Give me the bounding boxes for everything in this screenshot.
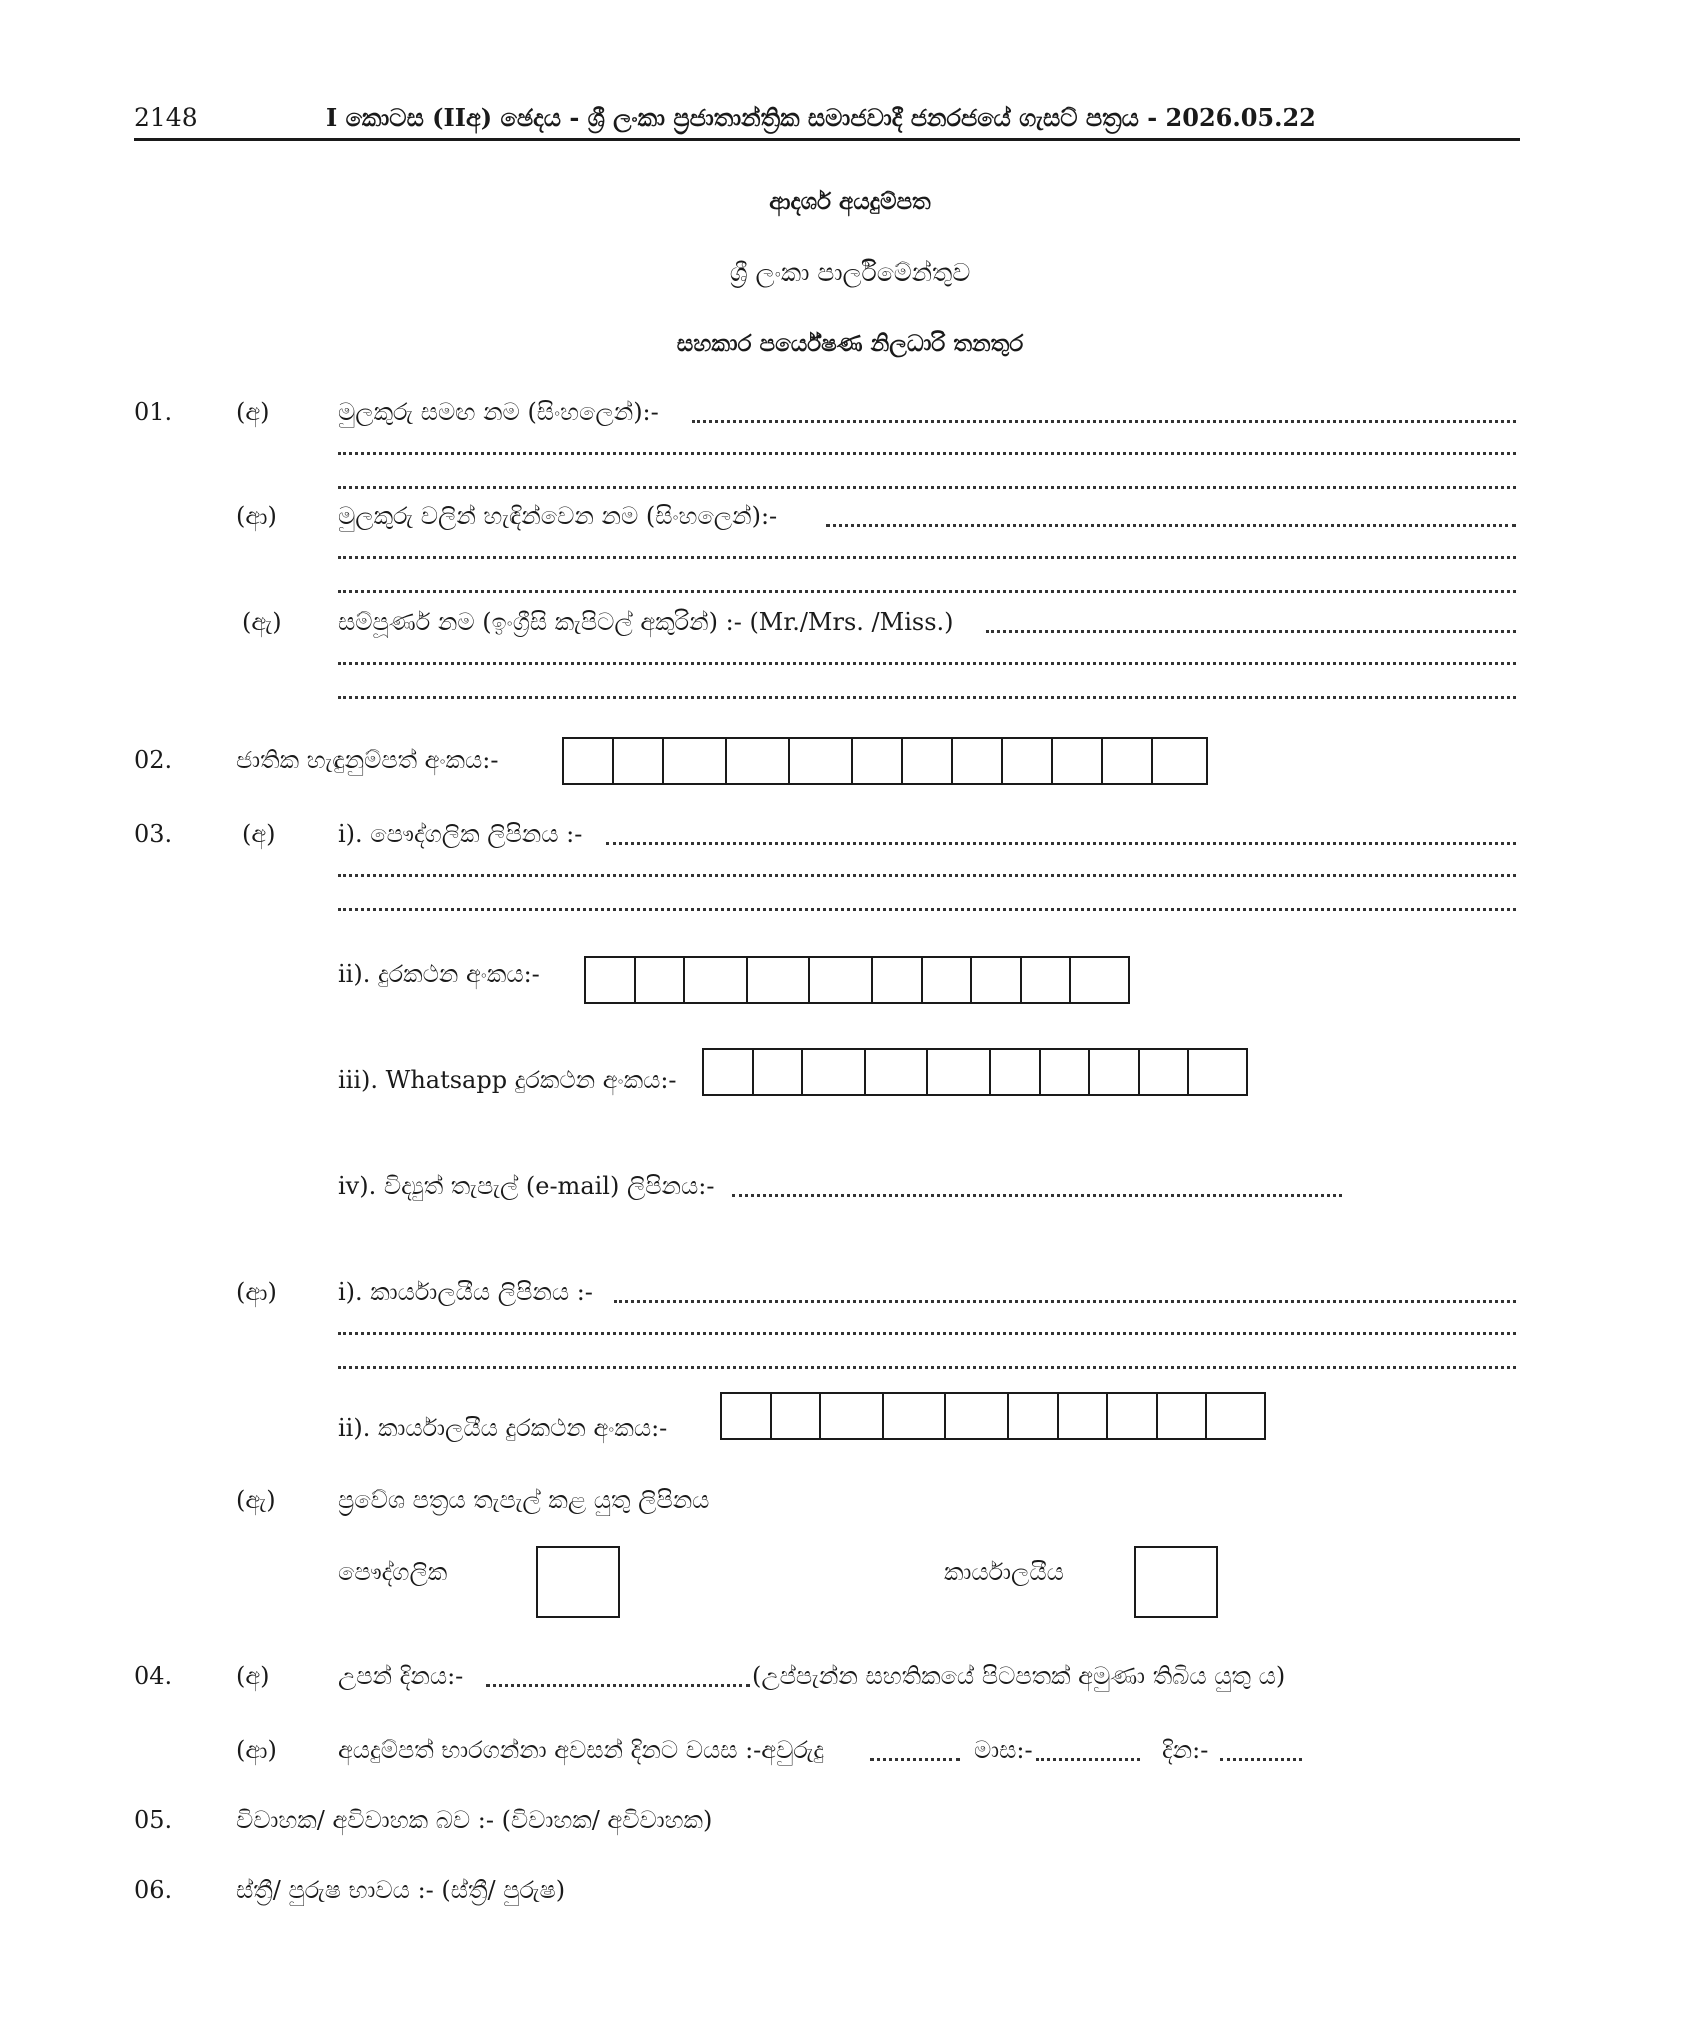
name-with-initials-label: මුලකුරු සමඟ නම (සිංහලෙන්):-	[338, 398, 659, 426]
age-days-label: දින:-	[1162, 1736, 1209, 1764]
personal-address-label: i). පෞද්ගලික ලිපිනය :-	[338, 820, 583, 848]
age-days-field[interactable]	[1220, 1758, 1302, 1761]
section-03-number: 03.	[134, 820, 173, 848]
office-address-field-line2[interactable]	[338, 1332, 1516, 1335]
section-03ae-mark: (ඇ)	[236, 1486, 276, 1514]
age-months-label: මාස:-	[974, 1736, 1033, 1764]
header-rule	[134, 138, 1520, 141]
page-number: 2148	[134, 103, 198, 132]
name-denoted-field[interactable]	[826, 524, 1516, 527]
full-name-field[interactable]	[986, 630, 1516, 633]
dob-note: (උප්පැන්න සහතිකයේ පිටපතක් අමුණා තිබිය යුතු ය)	[752, 1662, 1286, 1690]
name-denoted-field-line2[interactable]	[338, 556, 1516, 559]
personal-address-field-line2[interactable]	[338, 874, 1516, 877]
institution-name: ශ්‍රී ලංකා පාර්ලිමේන්තුව	[729, 258, 971, 287]
full-name-field-line2[interactable]	[338, 662, 1516, 665]
office-address-label: i). කාර්යාලයීය ලිපිනය :-	[338, 1278, 593, 1306]
marital-status-label: විවාහක/ අවිවාහක බව :- (විවාහක/ අවිවාහක)	[236, 1806, 713, 1834]
gender-label: ස්ත්‍රී/ පුරුෂ භාවය :- (ස්ත්‍රී/ පුරුෂ)	[236, 1876, 566, 1904]
form-title: ආදර්ශ අයදුම්පත	[769, 188, 931, 215]
option-office-checkbox[interactable]	[1134, 1546, 1218, 1618]
whatsapp-label: iii). Whatsapp දුරකථන අංකය:-	[338, 1066, 677, 1094]
personal-address-field[interactable]	[606, 842, 1516, 845]
post-title: සහකාර පර්යේෂණ නිලධාරි තනතුර	[676, 330, 1024, 357]
section-01aa-mark: (ආ)	[236, 502, 277, 530]
age-years-label: අයදුම්පත් භාරගන්නා අවසන් දිනට වයස :-අවුරුදු	[338, 1736, 825, 1764]
full-name-label: සම්පූර්ණ නම (ඉංග්‍රීසි කැපිටල් අකුරින්) :- (Mr./Mrs. /Miss.)	[338, 608, 954, 636]
name-with-initials-field-line3[interactable]	[338, 486, 1516, 489]
personal-address-field-line3[interactable]	[338, 908, 1516, 911]
section-03aa-mark: (ආ)	[236, 1278, 277, 1306]
name-with-initials-field-line2[interactable]	[338, 452, 1516, 455]
section-01ae-mark: (ඇ)	[242, 608, 282, 636]
section-01-number: 01.	[134, 398, 173, 426]
telephone-label: ii). දුරකථන අංකය:-	[338, 960, 540, 988]
office-telephone-number-boxes[interactable]	[720, 1392, 1266, 1440]
name-denoted-label: මුලකුරු වලින් හැඳින්වෙන නම (සිංහලෙන්):-	[338, 502, 778, 530]
section-03a-mark: (අ)	[242, 820, 276, 848]
name-denoted-field-line3[interactable]	[338, 590, 1516, 593]
section-04aa-mark: (ආ)	[236, 1736, 277, 1764]
option-office-label: කාර්යාලයීය	[944, 1558, 1064, 1586]
nic-number-boxes[interactable]	[562, 737, 1208, 785]
telephone-number-boxes[interactable]	[584, 956, 1130, 1004]
dob-label: උපන් දිනය:-	[338, 1662, 464, 1690]
full-name-field-line3[interactable]	[338, 696, 1516, 699]
option-personal-checkbox[interactable]	[536, 1546, 620, 1618]
section-02-number: 02.	[134, 746, 173, 774]
age-months-field[interactable]	[1036, 1758, 1140, 1761]
admission-address-label: ප්‍රවේශ පත්‍රය තැපැල් කළ යුතු ලිපිනය	[338, 1486, 710, 1514]
office-address-field[interactable]	[614, 1300, 1516, 1303]
nic-label: ජාතික හැඳුනුම්පත් අංකය:-	[236, 746, 499, 774]
age-years-field[interactable]	[870, 1758, 960, 1761]
email-label: iv). විද්‍යුත් තැපැල් (e-mail) ලිපිනය:-	[338, 1172, 715, 1200]
section-06-number: 06.	[134, 1876, 173, 1904]
gazette-header: I කොටස (IIඅ) ඡෙදය - ශ්‍රී ලංකා ප්‍රජාතාන්ත්‍රික සමාජවාදී ජනරජයේ ගැසට් පත්‍රය - 2026.05.22	[326, 103, 1316, 132]
option-personal-label: පෞද්ගලික	[338, 1558, 448, 1586]
email-field[interactable]	[732, 1194, 1342, 1197]
section-01a-mark: (අ)	[236, 398, 270, 426]
name-with-initials-field[interactable]	[692, 420, 1516, 423]
section-04a-mark: (අ)	[236, 1662, 270, 1690]
office-address-field-line3[interactable]	[338, 1366, 1516, 1369]
section-05-number: 05.	[134, 1806, 173, 1834]
whatsapp-number-boxes[interactable]	[702, 1048, 1248, 1096]
dob-field[interactable]	[486, 1684, 750, 1687]
section-04-number: 04.	[134, 1662, 173, 1690]
office-telephone-label: ii). කාර්යාලයීය දුරකථන අංකය:-	[338, 1414, 668, 1442]
